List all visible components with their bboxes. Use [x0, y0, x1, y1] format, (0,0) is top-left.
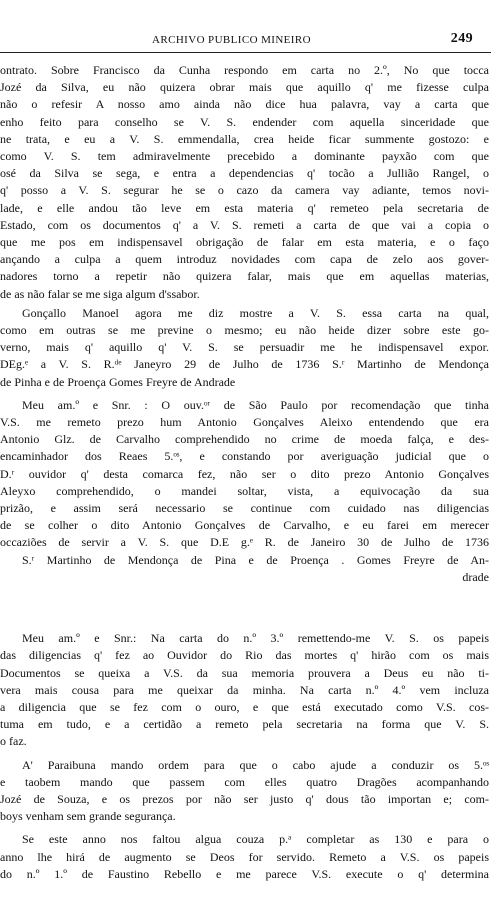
- paragraph: [0, 757, 491, 826]
- text-line: como em outras se me previne o mesmo; eu não heidе dizer sobre este go-: [0, 323, 489, 338]
- text-line: lade, e elle andou tão leve em esta materia q' remeteo pela secretaria de: [0, 200, 489, 215]
- text-line: ançando a culpa a quem introduz novidades com capa de zelo aos gover-: [0, 252, 489, 267]
- text-line: Antonio Glz. de Carvalho comprehendido no crime de moeda falça, e des-: [0, 432, 489, 447]
- text-line: Meu am.º e Snr.: Na carta do n.º 3.º remettendo-me V. S. os papeis: [22, 631, 489, 646]
- text-line: a diligencia que se fez com o ouro, e que está executado como V.S. cos-: [0, 699, 489, 714]
- text-line: Jozé da Silva, eu não quizera obrar mais que aquillo q' me fizesse culpa: [0, 80, 489, 95]
- text-line: Gonçallo Manoel agora me diz mostre a V. S. essa carta na qual,: [22, 305, 489, 320]
- text-line: ne trata, e eu a V. S. emmendalla, crea heide ficar summente gostozo: e: [0, 131, 489, 146]
- text-line: como V. S. tem admiravelmente precebido a dominante payxão com que: [0, 149, 489, 164]
- text-line: Meu am.º e Snr. : O ouv.ᵒʳ de São Paulo por recomendação que tinha: [22, 397, 489, 412]
- text-line: verno, mais q' aquillo q' V. S. se persuadir me he indispensavel expor.: [0, 340, 489, 355]
- text-line: V.S. me remeto prezo hum Antonio Gonçalves Aleixo entendendo que era: [0, 415, 489, 430]
- paragraph: [0, 62, 491, 303]
- letter-text: [0, 62, 491, 883]
- text-line: o faz.: [0, 734, 27, 749]
- text-line: de as não falar se me siga algum d'ssabor.: [0, 286, 200, 301]
- page-number: 249: [450, 31, 473, 46]
- paragraph: [0, 305, 491, 391]
- text-line: Documentos se queixa a V.S. da sua memoria prouvera a Deus eu não ti-: [0, 665, 489, 680]
- text-line: vera mais cousa para me queixar da minha. Na carta n.º 4.º vem incluza: [0, 682, 489, 697]
- text-line: enho feito para conselho se V. S. endender com aquella sinceridade que: [0, 114, 489, 129]
- text-line: e taobem mando que passem com elles quatro Dragões acompanhando: [0, 774, 489, 789]
- text-line: boys venham sem grande segurança.: [0, 809, 176, 824]
- paragraph: [0, 630, 491, 750]
- text-line: Aleyxo comprehendido, o mandei soltar, vista, a equivocação da sua: [0, 483, 489, 498]
- text-line: osé da Silva se sega, e entra a dependencias q' tocão a Jullião Rangel, o: [0, 166, 489, 181]
- running-title: ARCHIVO PUBLICO MINEIRO: [152, 34, 311, 46]
- text-line: drade: [462, 569, 489, 584]
- text-line: de se colher o dito Antonio Gonçalves de Carvalho, e eu farei em merecer: [0, 518, 489, 533]
- text-line: D.ʳ ouvidor q' desta comarca fez, não ser o dito prezo Antonio Gonçalves: [0, 466, 489, 481]
- text-line: DEg.ᵉ a V. S. R.ᵈᵉ Janeyro 29 de Julho de 1736 S.ʳ Martinho de Mendonça: [0, 357, 489, 372]
- text-line: Jozé de Souza, e os prezos por não ser justo q' dous tão importan e; com-: [0, 791, 489, 806]
- text-line: S.ʳ Martinho de Mendonça de Pina e de Proença . Gomes Freyre de An-: [22, 552, 489, 567]
- text-line: de Pinha e de Proença Gomes Freyre de Andrade: [0, 374, 236, 389]
- text-line: Se este anno nos faltou algua couza p.ᵃ completar as 130 e para o: [22, 832, 489, 847]
- page-header: [0, 31, 491, 52]
- text-line: occaziões de servir a V. S. que D.E g.ᵉ R. de Janeiro 30 de Julho de 1736: [0, 535, 489, 550]
- paragraph: [0, 831, 491, 883]
- header-rule: [0, 52, 491, 53]
- text-line: do n.º 1.º de Faustino Rebello e me parece V.S. execute o q' determina: [0, 866, 489, 881]
- text-line: A' Paraibuna mando ordem para que o cabo ajude a conduzir os 5.ᵒˢ: [22, 757, 489, 772]
- text-line: prizão, e assim será necessario se continue com cuidado nas diligencias: [0, 501, 489, 516]
- text-line: não o refesir A nosso amo ainda não dice hua palavra, vay a carta que: [0, 97, 489, 112]
- text-line: que me pos em indispensavel obrigação de falar em esta materia, e o faço: [0, 235, 489, 250]
- text-line: das diligencias q' fez ao Ouvidor do Rio das mortes q' hirão com os mais: [0, 648, 489, 663]
- text-line: ontrato. Sobre Francisco da Cunha respondo em carta no 2.º, No que tocca: [0, 63, 489, 77]
- text-line: anno lhe hirá de augmento se Deos for servido. Remeto a V.S. os papeis: [0, 849, 489, 864]
- text-line: tuma em tudo, e a certidão a remeto pela secretaria na forma que V. S.: [0, 717, 489, 732]
- text-line: q' posso a V. S. segurar he se o cazo da camera vay adiante, temos novi-: [0, 183, 489, 198]
- text-line: nadores torno a repetir não quizera falar, mais que em aquellas materias,: [0, 269, 489, 284]
- paragraph: [0, 397, 491, 586]
- text-line: encaminhador dos Reaes 5.ᵒˢ, e constando por averiguação judicial que o: [0, 449, 489, 464]
- text-line: Estado, com os documentos q' a V. S. remeti a carta de que vai a copia o: [0, 217, 489, 232]
